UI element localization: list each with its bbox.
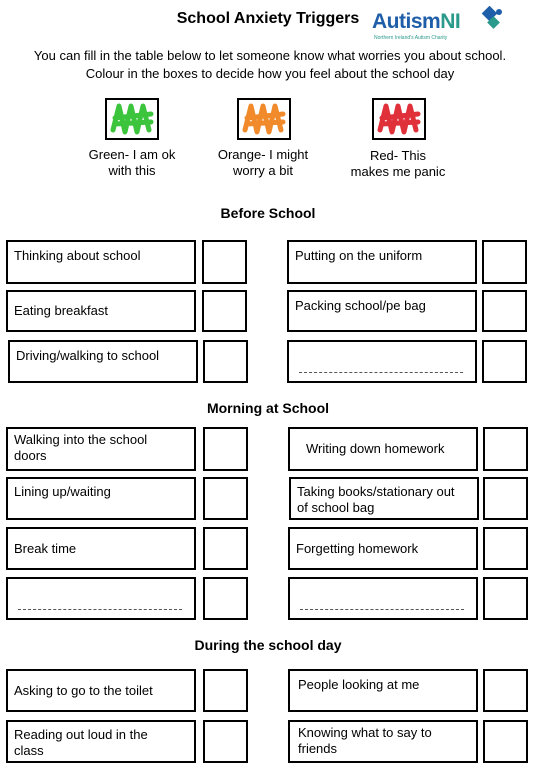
legend-red-line-2: makes me panic [350, 164, 446, 179]
rating-box[interactable] [483, 527, 528, 570]
blank-trigger-item[interactable] [288, 577, 478, 620]
trigger-item [6, 427, 196, 471]
legend-red-swatch[interactable] [372, 98, 426, 140]
trigger-item [287, 290, 477, 332]
trigger-label-line-1: Packing school/pe bag [295, 298, 426, 313]
trigger-label-line-2: class [14, 743, 44, 758]
rating-box[interactable] [483, 720, 528, 763]
logo-wordmark [372, 10, 460, 34]
rating-box[interactable] [203, 340, 248, 383]
trigger-label-line-1: Asking to go to the toilet [14, 682, 153, 698]
trigger-label-line-1: Writing down homework [306, 441, 445, 456]
rating-box[interactable] [203, 427, 248, 471]
logo-tagline: Northern Ireland's Autism Charity [374, 35, 448, 41]
trigger-label-line-1: Lining up/waiting [14, 484, 111, 499]
trigger-label-line-1: Reading out loud in the [14, 727, 148, 742]
trigger-label-line-1: Taking books/stationary out [297, 484, 455, 499]
rating-box[interactable] [483, 577, 528, 620]
trigger-label-line-1: Putting on the uniform [295, 248, 423, 263]
rating-box[interactable] [482, 340, 527, 383]
rating-box[interactable] [483, 477, 528, 520]
write-in-line[interactable] [18, 609, 182, 610]
logo-text-accent: NI [440, 10, 461, 33]
trigger-label-line-2: of school bag [297, 500, 375, 515]
legend-orange-label [203, 147, 323, 179]
rating-box[interactable] [203, 720, 248, 763]
write-in-line[interactable] [300, 609, 464, 610]
trigger-label-line-1: Driving/walking to school [16, 348, 160, 363]
rating-box[interactable] [482, 290, 527, 332]
legend-red-line-1: Red- This [369, 148, 427, 163]
legend-green-line-1: Green- I am ok [88, 147, 176, 162]
trigger-label-line-1: Walking into the school [14, 432, 148, 447]
trigger-item [287, 240, 477, 284]
intro-line-2: Colour in the boxes to decide how you feel about the school day [85, 66, 455, 81]
rating-box[interactable] [202, 240, 247, 284]
trigger-item [288, 427, 478, 471]
trigger-label-line-1: Forgetting homework [296, 541, 419, 556]
blank-trigger-item[interactable] [287, 340, 477, 383]
section-title-before-school: Before School [220, 205, 316, 221]
trigger-label-line-1: People looking at me [298, 677, 420, 692]
rating-box[interactable] [203, 669, 248, 712]
legend-orange-line-1: Orange- I might [217, 147, 309, 162]
rating-box[interactable] [203, 577, 248, 620]
trigger-item [288, 669, 478, 712]
rating-box[interactable] [483, 669, 528, 712]
legend-green-label [72, 147, 192, 179]
legend-orange-swatch[interactable] [237, 98, 291, 140]
section-title-during-the-school-day: During the school day [194, 637, 342, 653]
legend-green-line-2: with this [108, 163, 156, 178]
trigger-item [6, 720, 196, 763]
trigger-label-line-1: Knowing what to say to [298, 725, 432, 740]
logo-text: Autism [372, 10, 441, 33]
rating-box[interactable] [203, 527, 248, 570]
autism-ni-logo [372, 6, 502, 44]
blank-trigger-item[interactable] [6, 577, 196, 620]
trigger-item [288, 527, 478, 570]
section-title-morning-at-school: Morning at School [206, 400, 330, 416]
trigger-label-line-2: doors [14, 448, 47, 463]
legend-green-swatch[interactable] [105, 98, 159, 140]
trigger-item [8, 340, 198, 383]
trigger-item [6, 477, 196, 520]
legend-red-label [338, 148, 458, 180]
trigger-item [6, 669, 196, 712]
trigger-label-line-2: friends [298, 741, 338, 756]
trigger-item [289, 477, 479, 520]
intro-line-1: You can fill in the table below to let someone know what worries you about school. [33, 48, 507, 63]
puzzle-piece-icon [480, 6, 504, 34]
write-in-line[interactable] [299, 372, 463, 373]
legend-orange-line-2: worry a bit [233, 163, 293, 178]
rating-box[interactable] [483, 427, 528, 471]
rating-box[interactable] [203, 477, 248, 520]
trigger-item [288, 720, 478, 763]
trigger-label-line-1: Eating breakfast [14, 303, 108, 318]
page-title: School Anxiety Triggers [176, 10, 360, 27]
trigger-item [6, 527, 196, 570]
trigger-label-line-1: Break time [14, 540, 77, 556]
trigger-label-line-1: Thinking about school [14, 248, 141, 263]
rating-box[interactable] [482, 240, 527, 284]
trigger-item [6, 290, 196, 332]
trigger-item [6, 240, 196, 284]
rating-box[interactable] [202, 290, 247, 332]
